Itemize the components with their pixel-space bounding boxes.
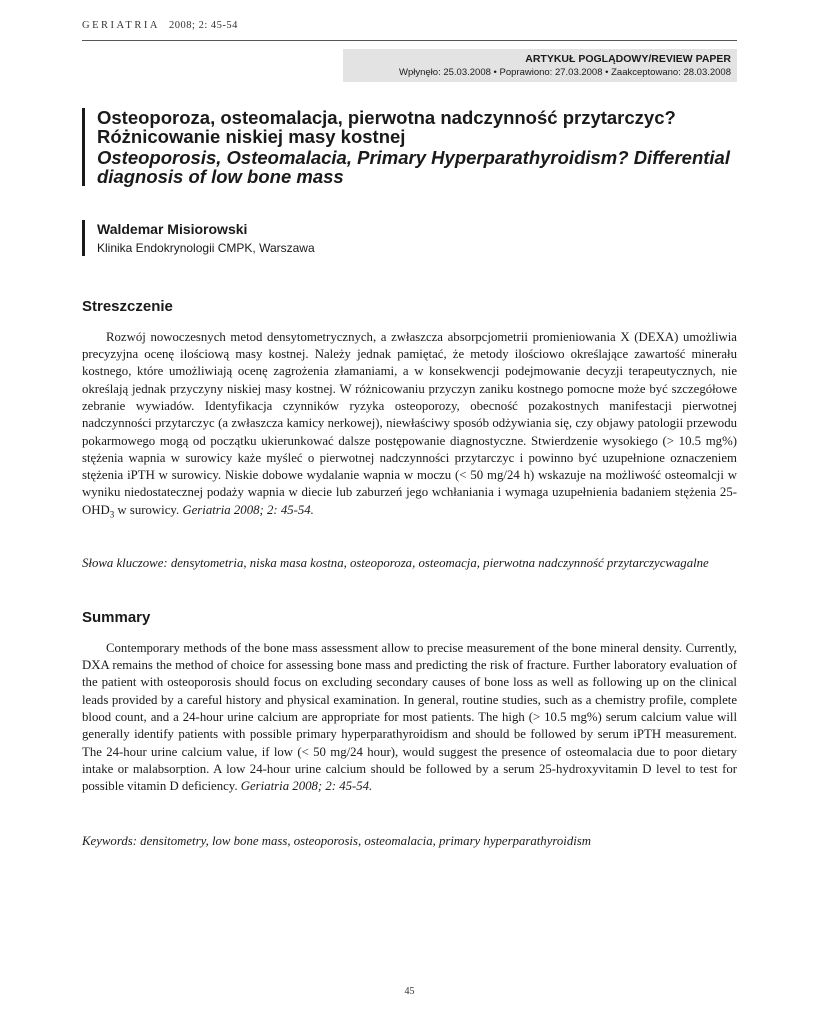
article-dates: Wpłynęło: 25.03.2008 • Poprawiono: 27.03.2008 • Zaakceptowano: 28.03.2008 bbox=[399, 67, 731, 78]
header-divider bbox=[82, 40, 737, 41]
abstract-english-body: Contemporary methods of the bone mass assessment allow to precise measurement of the bone mineral density. Currently, DXA remains the method of choice for assessing bone mass and predicting the risk of fracture. Further laboratory evaluation of the patient with osteoporosis should focus on excluding secondary causes of bone loss as well as following up on the clinical leads provided by a careful history and physical examination. In general, routine studies, such as a chemistry profile, complete blood count, and a 24-hour urine calcium are appropriate for most patients. The high (> 10.5 mg%) serum calcium value will generally identify patients with possible primary hyperparathyroidism and should be followed by serum iPTH measurement. The 24-hour urine calcium value, if low (< 50 mg/24 hour), would suggest the presence of osteomalacia due to poor dietary intake or malabsorption. A low 24-hour urine calcium should be followed by a serum 25-hydroxyvitamin D level to test for possible vitamin D deficiency. bbox=[82, 640, 737, 794]
abstract-polish-body-end: w surowicy. bbox=[114, 502, 180, 517]
author-block bbox=[82, 220, 482, 256]
heading-streszczenie: Streszczenie bbox=[82, 298, 173, 315]
journal-name: GERIATRIA bbox=[82, 20, 160, 31]
page-number: 45 bbox=[404, 986, 415, 997]
abstract-polish-body: Rozwój nowoczesnych metod densytometrycznych, a zwłaszcza absorpcjometrii promieniowania X (DEXA) umożliwia precyzyjna ocenę ilościową masy kostnej. Należy jednak pamiętać, że metody ilościowo określające zawartość minerału kostnego, które umożliwiają ocenę zagrożenia złamaniami, a w konsekwencji podejmowanie decyzji terapeutycznych, nie określają jednak przyczyny niskiej masy kostnej. W różnicowaniu przyczyn zaniku kostnego pomocne może być szczegółowe zebranie wywiadów. Identyfikacja czynników ryzyka osteoporozy, obecność pozakostnych manifestacji pierwotnej nadczynności przytarczyc (a zwłaszcza kamicy nerkowej), niewłaściwy sposób odżywiania się, czy objawy patologii przewodu pokarmowego mogą od początku ukierunkować dalsze postępowanie diagnostyczne. Stwierdzenie wysokiego (> 10.5 mg%) stężenia wapnia w surowicy każe myśleć o pierwotnej nadczynności przytarczyc i powinno być uzupełnione oznaczeniem stężenia iPTH w surowicy. Niskie dobowe wydalanie wapnia w moczu (< 50 mg/24 h) wskazuje na możliwość osteomalcji w wyniku niedostatecznej podaży wapnia w diecie lub zaburzeń jego wchłaniania i wymaga uzupełnienia badaniem stężenia 25-OHD bbox=[82, 329, 737, 517]
abstract-polish bbox=[82, 329, 737, 524]
running-head bbox=[82, 20, 238, 31]
keywords-polish: Słowa kluczowe: densytometria, niska masa kostna, osteoporoza, osteomacja, pierwotna nadczynność przytarczycwagalne bbox=[82, 555, 709, 570]
title-polish: Osteoporoza, osteomalacja, pierwotna nadczynność przytarczyc? Różnicowanie niskiej masy kostnej bbox=[97, 107, 676, 147]
article-type: ARTYKUŁ POGLĄDOWY/REVIEW PAPER bbox=[525, 53, 731, 65]
title-block bbox=[82, 108, 742, 186]
abstract-english bbox=[82, 640, 737, 796]
heading-summary: Summary bbox=[82, 609, 151, 626]
abstract-english-citation: Geriatria 2008; 2: 45-54. bbox=[240, 779, 373, 794]
journal-citation: 2008; 2: 45-54 bbox=[169, 20, 238, 31]
title-english: Osteoporosis, Osteomalacia, Primary Hyperparathyroidism? Differential diagnosis of low bone mass bbox=[97, 147, 730, 187]
abstract-polish-subscript: 3 bbox=[109, 509, 115, 520]
author-name: Waldemar Misiorowski bbox=[97, 221, 248, 237]
author-affiliation: Klinika Endokrynologii CMPK, Warszawa bbox=[97, 241, 315, 255]
keywords-english: Keywords: densitometry, low bone mass, osteoporosis, osteomalacia, primary hyperparathyroidism bbox=[82, 833, 592, 848]
abstract-polish-citation: Geriatria 2008; 2: 45-54. bbox=[182, 502, 314, 517]
article-meta-box bbox=[343, 49, 737, 82]
